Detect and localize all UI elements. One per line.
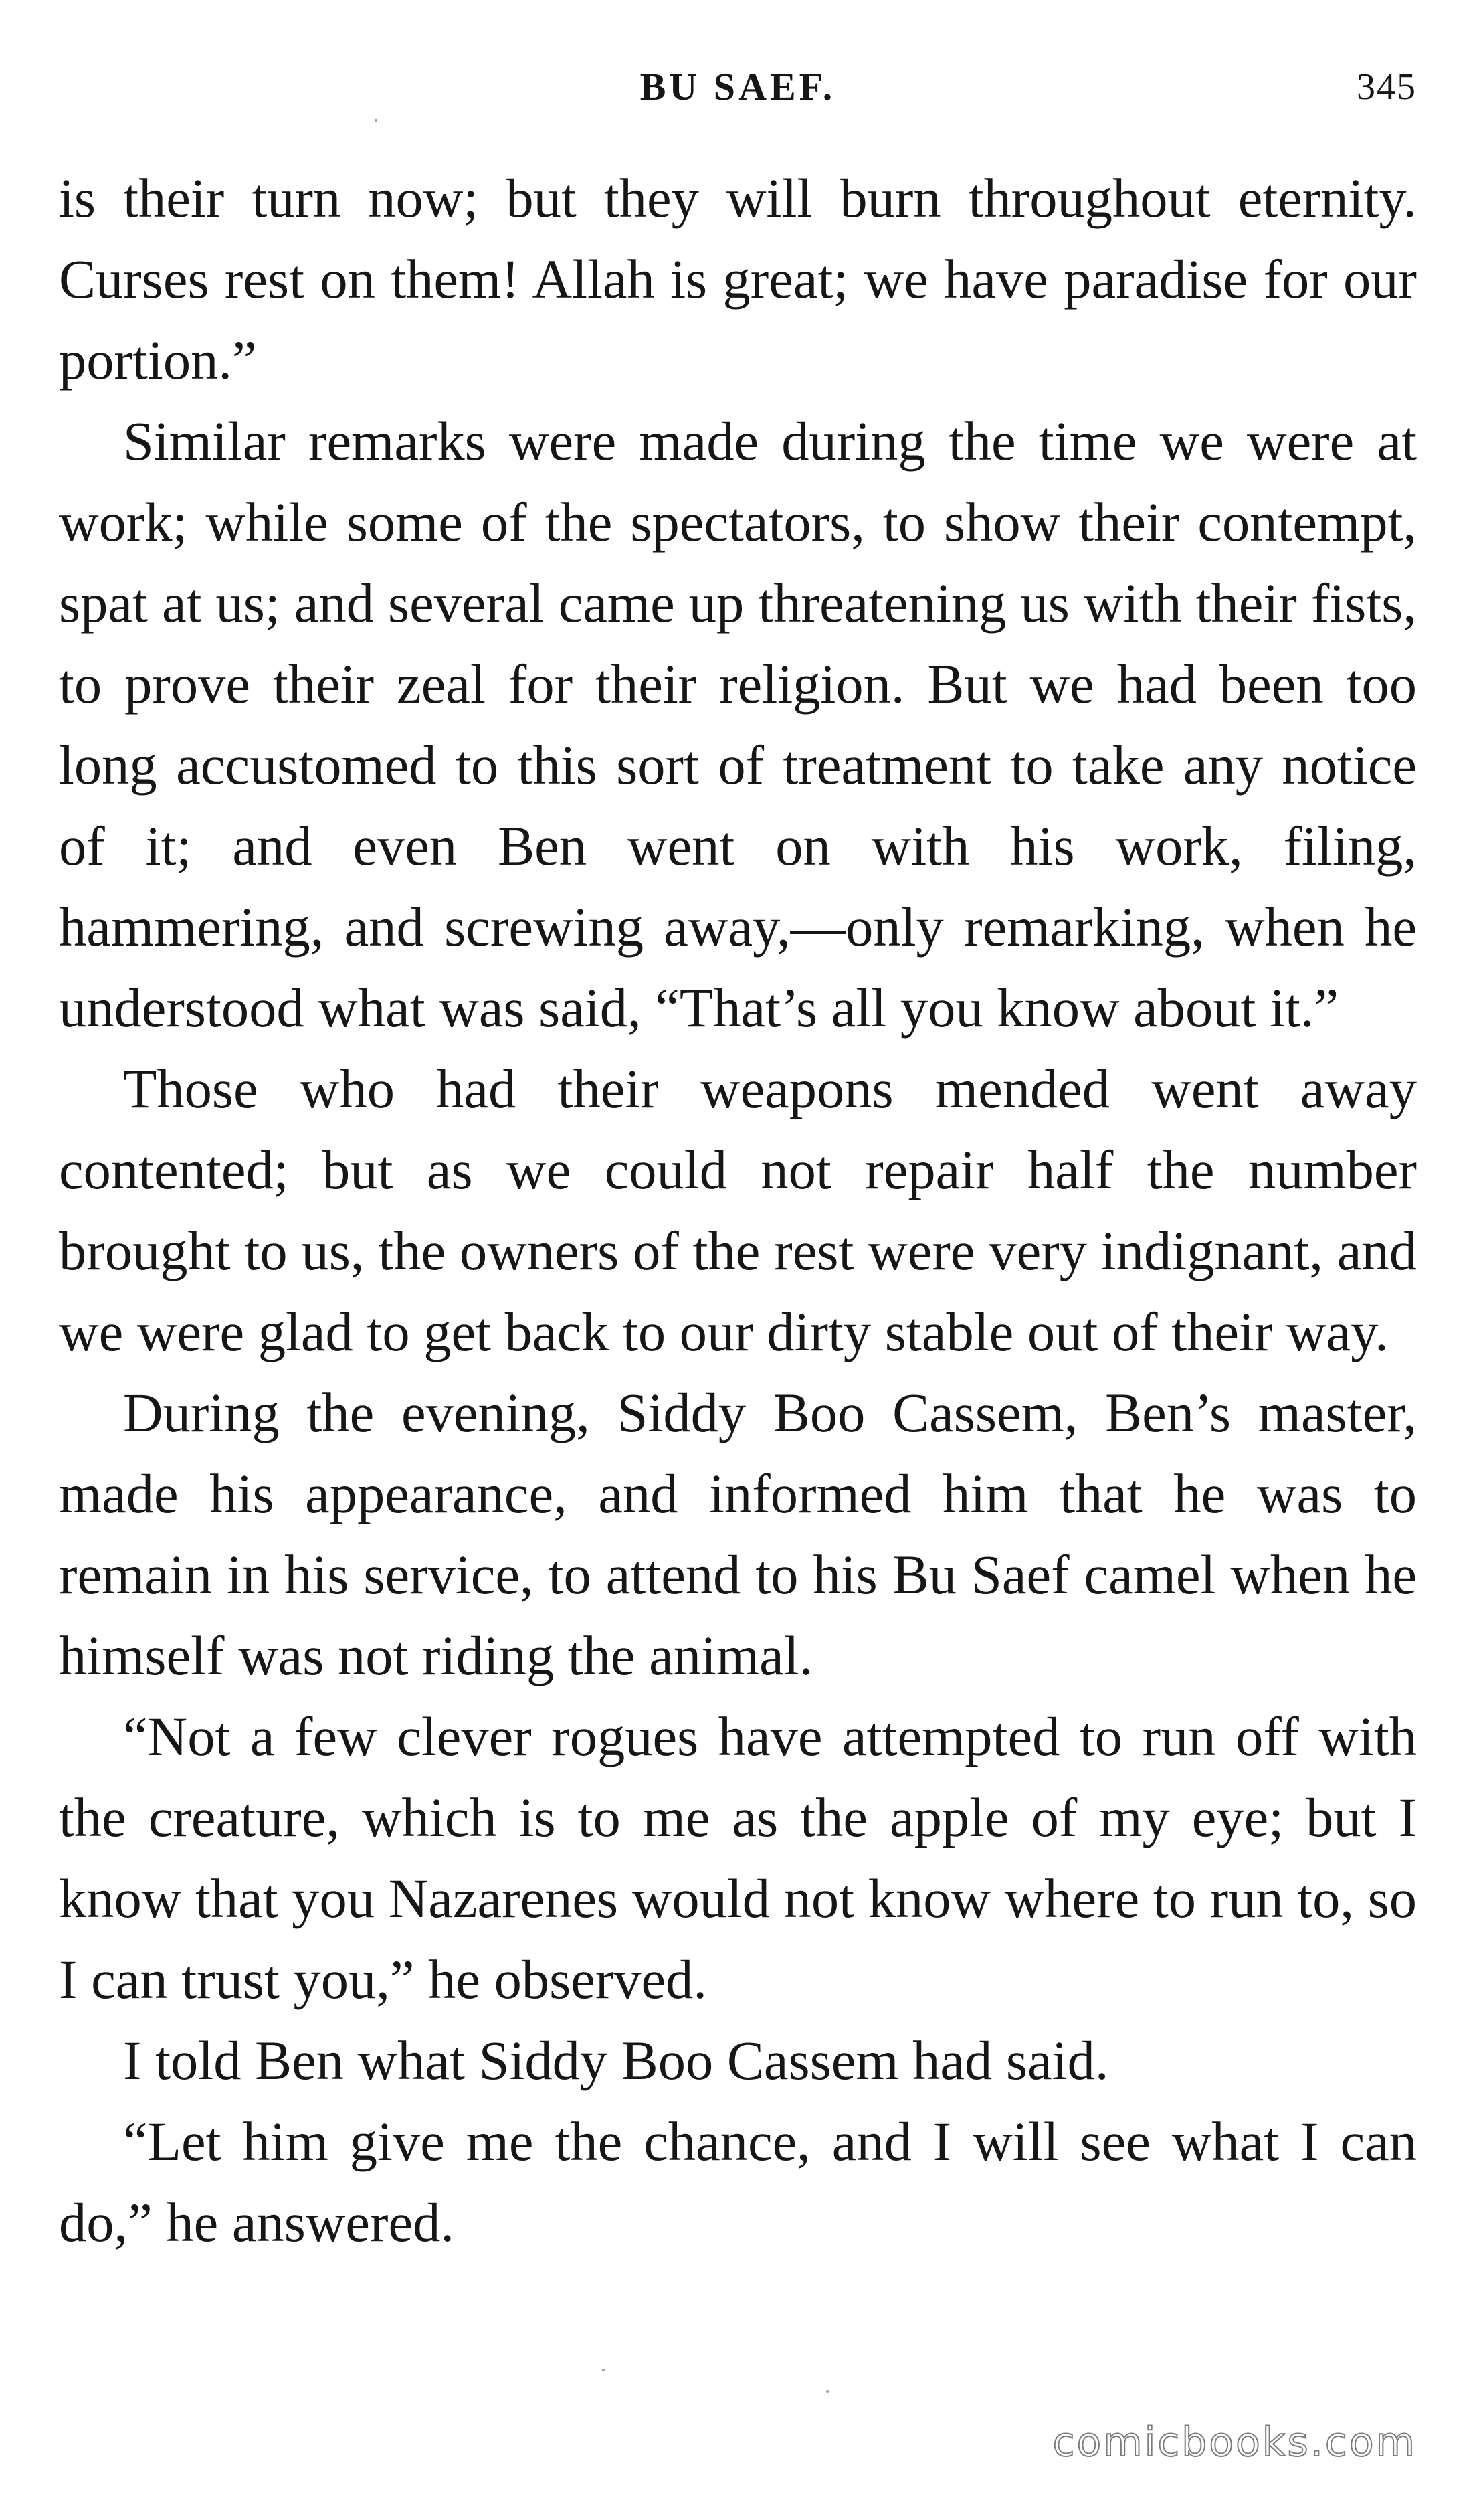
print-speck <box>375 119 377 122</box>
paragraph: Those who had their weapons mended went away contented; but as we could not repair half the number brought to us, the owners of the rest were very indignant, and we were glad to get back to our dirty stable out of their way. <box>59 1058 1417 1362</box>
running-title: BU SAEF. <box>639 65 836 108</box>
print-speck <box>826 2390 829 2393</box>
paragraph: Similar remarks were made during the time we were at work; while some of the spectators, to show their contempt, spat at us; and several came up threatening us with their fists, to prove their zeal for their religion. But we had been too long accustomed to this sort of treatment to take any notice of it; and even Ben went on with his work, filing, hammering, and screwing away,—only remarking, when he understood what was said, “That’s all you know about it.” <box>59 410 1417 1039</box>
paragraph: “Not a few clever rogues have attempted to run off with the creature, which is to me as the apple of my eye; but I know that you Nazarenes would not know where to run to, so I can trust you,” he observed. <box>59 1706 1417 2010</box>
paragraph: “Let him give me the chance, and I will see what I can do,” he answered. <box>59 2110 1417 2253</box>
paragraph: During the evening, Siddy Boo Cassem, Ben’s master, made his appearance, and informed him that he was to remain in his service, to attend to his Bu Saef camel when he himself was not riding the animal. <box>59 1382 1417 1686</box>
running-head <box>59 60 1417 114</box>
body-text <box>59 158 1417 2263</box>
page-number: 345 <box>1357 66 1417 108</box>
print-speck <box>602 2369 605 2371</box>
watermark: comicbooks.com <box>1052 2419 1417 2466</box>
paragraph-continued: is their turn now; but they will burn throughout eternity. Curses rest on them! Allah is great; we have paradise for our portion.” <box>59 167 1417 391</box>
paragraph: I told Ben what Siddy Boo Cassem had said. <box>123 2030 1109 2091</box>
